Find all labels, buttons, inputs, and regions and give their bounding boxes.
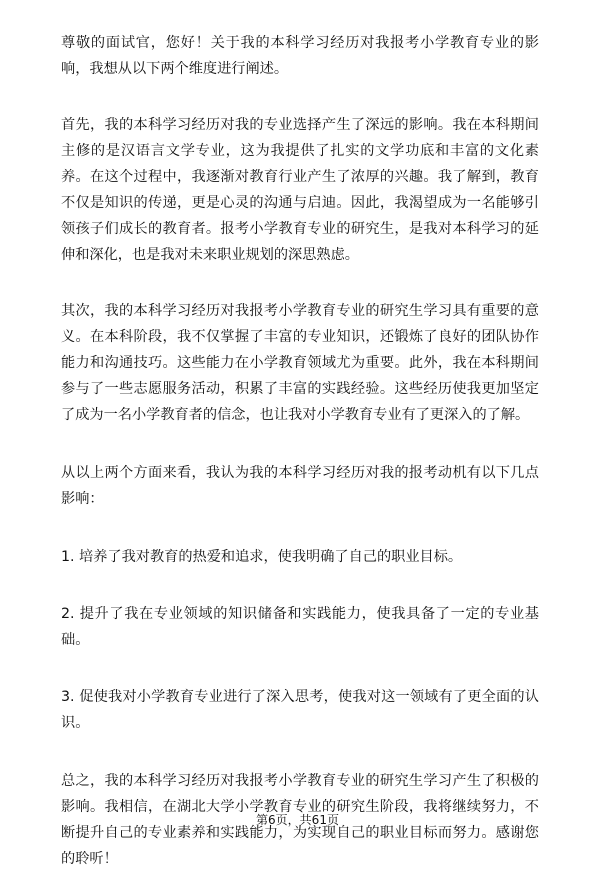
conclusion-paragraph: 总之，我的本科学习经历对我报考小学教育专业的研究生学习产生了积极的影响。我相信，在湖北大学小学教育专业的研究生阶段，我将继续努力，不断提升自己的专业素养和实践能力，为实现自己的职业目标而努力。感谢您的聆听！ bbox=[61, 773, 539, 867]
page-number: 第6页，共61页 bbox=[256, 813, 339, 827]
document-body bbox=[61, 30, 539, 872]
summary-lead-paragraph: 从以上两个方面来看，我认为我的本科学习经历对我的报考动机有以下几点影响： bbox=[61, 465, 539, 507]
list-item: 1. 培养了我对教育的热爱和追求，使我明确了自己的职业目标。 bbox=[61, 549, 463, 565]
first-aspect-paragraph: 首先，我的本科学习经历对我的专业选择产生了深远的影响。我在本科期间主修的是汉语言文学专业，这为我提供了扎实的文学功底和丰富的文化素养。在这个过程中，我逐渐对教育行业产生了浓厚的兴趣。我了解到，教育不仅是知识的传递，更是心灵的沟通与启迪。因此，我渴望成为一名能够引领孩子们成长的教育者。报考小学教育专业的研究生，是我对本科学习的延伸和深化，也是我对未来职业规划的深思熟虑。 bbox=[61, 117, 539, 263]
second-aspect-paragraph: 其次，我的本科学习经历对我报考小学教育专业的研究生学习具有重要的意义。在本科阶段，我不仅掌握了丰富的专业知识，还锻炼了良好的团队协作能力和沟通技巧。这些能力在小学教育领域尤为重要。此外，我在本科期间参与了一些志愿服务活动，积累了丰富的实践经验。这些经历使我更加坚定了成为一名小学教育者的信念，也让我对小学教育专业有了更深入的了解。 bbox=[61, 303, 539, 423]
intro-paragraph: 尊敬的面试官，您好！关于我的本科学习经历对我报考小学教育专业的影响，我想从以下两个维度进行阐述。 bbox=[61, 35, 539, 77]
list-item: 3. 促使我对小学教育专业进行了深入思考，使我对这一领域有了更全面的认识。 bbox=[61, 689, 539, 731]
list-item: 2. 提升了我在专业领域的知识储备和实践能力，使我具备了一定的专业基础。 bbox=[61, 606, 539, 648]
